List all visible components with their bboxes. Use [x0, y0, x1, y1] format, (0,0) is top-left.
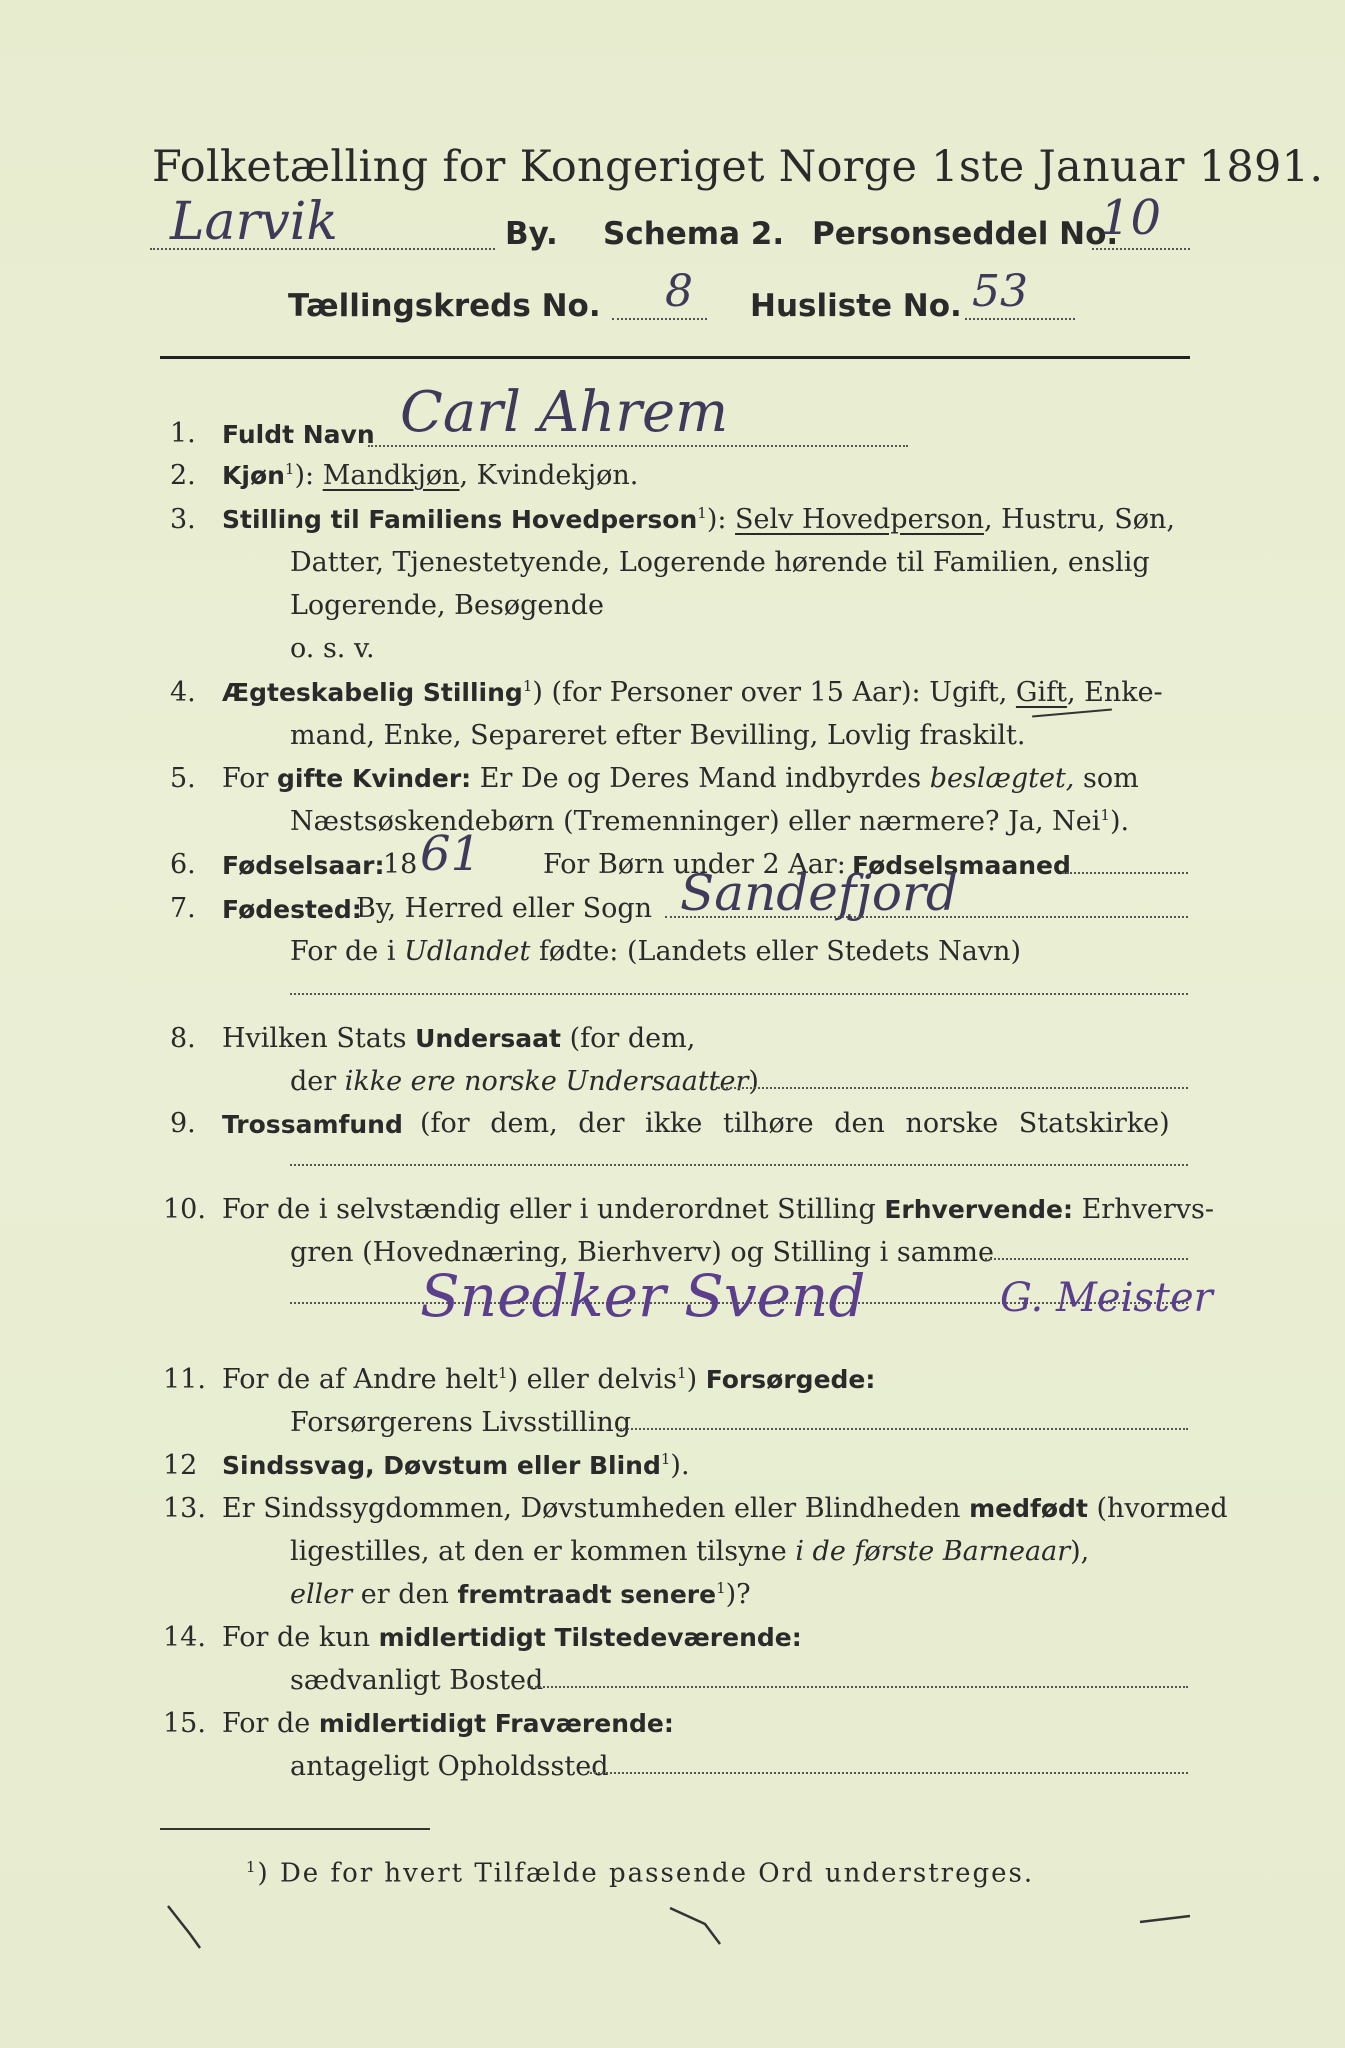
- personseddel-number: 10: [1100, 190, 1162, 246]
- item-number: 12: [163, 1450, 198, 1481]
- kreds-number: 8: [665, 266, 693, 317]
- item-number: 6.: [170, 849, 196, 880]
- item-text: o. s. v.: [290, 633, 375, 664]
- header-rule: [160, 356, 1190, 359]
- occupation-answer: Snedker Svend: [420, 1262, 866, 1330]
- item-15-line-1: [222, 1708, 674, 1739]
- item-text: (for Personer over 15 Aar): Ugift,: [551, 677, 1016, 708]
- item-5-line-1: [222, 763, 1139, 794]
- item-label: Fødselsmaaned: [852, 851, 1071, 880]
- by-label: By.: [505, 216, 558, 252]
- pen-stroke: [1032, 709, 1112, 718]
- item-2-line: Kjøn$^1$): Mandkjøn, Kvindekjøn.: [222, 460, 639, 491]
- personseddel-dotted-line: [1092, 248, 1190, 250]
- item-text: ).: [1109, 806, 1130, 837]
- item-3-line-1: Stilling til Familiens Hovedperson$^1$): Selv Hovedperson, Hustru, Søn,: [222, 504, 1175, 535]
- item-text: Er De og Deres Mand indbyrdes: [471, 763, 930, 794]
- item-number: 8.: [170, 1023, 196, 1054]
- item-14-line-1: [222, 1622, 802, 1653]
- item-label: midlertidigt Tilstedeværende:: [378, 1623, 802, 1652]
- birth-year-answer: 61: [420, 826, 482, 882]
- dotted-line: [620, 1428, 1188, 1430]
- item-text: fødte: (Landets eller Stedets Navn): [530, 936, 1021, 967]
- item-text: For Børn under 2 Aar:: [543, 849, 846, 880]
- item-text: som: [1074, 763, 1139, 794]
- item-11-line-1: [222, 1364, 875, 1395]
- underlined-option: Gift: [1015, 677, 1067, 708]
- footnote: [246, 1858, 1034, 1889]
- item-text: For: [222, 763, 278, 794]
- item-text: eller: [290, 1579, 353, 1610]
- item-text: For de i selvstændig eller i underordnet Stilling: [222, 1194, 885, 1225]
- item-text: For de: [222, 1708, 319, 1739]
- name-dotted-line: [368, 445, 908, 447]
- item-label: Undersaat: [415, 1024, 561, 1053]
- item-label: medfødt: [969, 1494, 1088, 1523]
- item-number: 5.: [170, 763, 196, 794]
- occupation-answer-note: G. Meister: [1000, 1275, 1213, 1321]
- item-8-line-2: [290, 1066, 759, 1097]
- footnote-ref: 1: [498, 1364, 508, 1382]
- item-label: Sindssvag, Døvstum eller Blind: [222, 1451, 661, 1480]
- item-label: Kjøn: [222, 461, 285, 490]
- birthplace-answer: Sandefjord: [680, 864, 958, 922]
- underlined-option: Mandkjøn: [322, 460, 460, 491]
- footnote-text: ) De for hvert Tilfælde passende Ord understreges.: [257, 1858, 1035, 1889]
- item-number: 11.: [163, 1364, 206, 1395]
- item-number: 10.: [163, 1194, 206, 1225]
- dotted-line: [528, 1686, 1188, 1688]
- item-text: mand, Enke, Separeret efter Bevilling, Lovlig fraskilt.: [290, 720, 1026, 751]
- item-text: ).: [670, 1450, 690, 1481]
- item-label: Trossamfund: [222, 1110, 403, 1139]
- item-text: i de første Barneaar: [795, 1536, 1071, 1567]
- item-text: Er Sindssygdommen, Døvstumheden eller Blindheden: [222, 1493, 970, 1524]
- item-13-line-1: [222, 1493, 1228, 1524]
- item-text: Udlandet: [404, 936, 531, 967]
- footnote-ref: 1: [716, 1579, 726, 1597]
- item-text: Logerende, Besøgende: [290, 590, 604, 621]
- schema-label: Schema 2.: [603, 216, 785, 252]
- item-text: antageligt Opholdssted: [290, 1751, 609, 1782]
- item-text: Datter, Tjenestetyende, Logerende hørende til Familien, enslig: [290, 547, 1150, 578]
- footnote-ref: 1: [697, 504, 707, 522]
- item-text: For de kun: [222, 1622, 379, 1653]
- footnote-ref: 1: [284, 460, 295, 478]
- form-title: Folketælling for Kongeriget Norge 1ste Januar 1891.: [152, 142, 1324, 192]
- item-text: (for dem, der ikke tilhøre den norske Statskirke): [420, 1108, 1170, 1139]
- dotted-line: [290, 993, 1188, 995]
- footnote-ref: 1: [1100, 806, 1110, 824]
- item-text: ligestilles, at den er kommen tilsyne: [290, 1536, 796, 1567]
- underlined-option: Selv Hovedperson: [735, 504, 984, 535]
- item-12-line: [222, 1450, 690, 1481]
- item-text: , Enke-: [1066, 677, 1163, 708]
- item-number: 13.: [163, 1493, 206, 1524]
- item-label: Fødselsaar:: [222, 851, 385, 880]
- item-10-line-1: [222, 1194, 1214, 1225]
- item-label: fremtraadt senere: [457, 1580, 717, 1609]
- dotted-line: [590, 1772, 1188, 1774]
- item-text: der: [290, 1066, 345, 1097]
- item-number: 9.: [170, 1108, 196, 1139]
- item-text: ) eller delvis: [507, 1364, 678, 1395]
- item-text: Forsørgerens Livsstilling: [290, 1407, 632, 1438]
- item-text: (for dem,: [560, 1023, 696, 1054]
- item-label: Fødested:: [222, 895, 362, 924]
- item-text: Næstsøskendebørn (Tremenninger) eller nærmere? Ja, Nei: [290, 806, 1101, 837]
- item-text: er den: [352, 1579, 458, 1610]
- item-number: 1.: [170, 418, 196, 449]
- item-8-line-1: [222, 1023, 695, 1054]
- item-number: 7.: [170, 893, 196, 924]
- city-dotted-line: [150, 248, 495, 250]
- item-number: 14.: [163, 1622, 206, 1653]
- city-handwritten: Larvik: [170, 192, 338, 252]
- item-13-line-2: [290, 1536, 1089, 1567]
- dotted-line: [985, 1258, 1188, 1260]
- item-text: ): [686, 1364, 706, 1395]
- footnote-ref: 1: [660, 1450, 671, 1468]
- item-text: (hvormed: [1087, 1493, 1228, 1524]
- item-text: ),: [1070, 1536, 1090, 1567]
- year-prefix: 18: [383, 849, 418, 880]
- footnote-ref: 1: [246, 1858, 258, 1876]
- item-number: 4.: [170, 677, 196, 708]
- item-number: 15.: [163, 1708, 206, 1739]
- item-label: Stilling til Familiens Hovedperson: [222, 505, 698, 534]
- item-text: gren (Hovednæring, Bierhverv) og Stilling i samme: [290, 1237, 995, 1268]
- dotted-line: [665, 916, 1188, 918]
- item-label: Forsørgede:: [705, 1365, 876, 1394]
- stray-pen-marks: [160, 1896, 1200, 1966]
- footnote-ref: 1: [677, 1364, 687, 1382]
- item-label: Ægteskabelig Stilling: [222, 678, 523, 707]
- footnote-ref: 1: [522, 677, 533, 695]
- item-5-line-2: [290, 806, 1129, 837]
- item-text: sædvanligt Bosted: [290, 1665, 544, 1696]
- name-answer: Carl Ahrem: [400, 380, 729, 445]
- item-13-line-3: [290, 1579, 751, 1610]
- item-text: )?: [725, 1579, 751, 1610]
- item-number: 2.: [170, 460, 196, 491]
- personseddel-label: Personseddel No.: [812, 216, 1119, 252]
- item-label: Erhvervende:: [884, 1195, 1074, 1224]
- item-text: ): [748, 1066, 759, 1097]
- kreds-label: Tællingskreds No.: [288, 288, 601, 324]
- item-7-line-2: [290, 936, 1021, 967]
- item-text: , Kvindekjøn.: [459, 460, 639, 491]
- husliste-number: 53: [972, 266, 1028, 317]
- kreds-dotted-line: [612, 318, 707, 320]
- item-text: Hvilken Stats: [222, 1023, 416, 1054]
- item-text: Erhvervs-: [1073, 1194, 1214, 1225]
- item-text: ikke ere norske Undersaatter: [344, 1066, 749, 1097]
- footnote-rule: [160, 1828, 430, 1830]
- dotted-line: [1062, 872, 1188, 874]
- item-label: gifte Kvinder:: [277, 764, 472, 793]
- item-text: For de i: [290, 936, 405, 967]
- husliste-dotted-line: [965, 318, 1075, 320]
- item-text: For de af Andre helt: [222, 1364, 499, 1395]
- item-4-line-1: Ægteskabelig Stilling$^1$) (for Personer over 15 Aar): Ugift, Gift, Enke-: [222, 677, 1163, 708]
- husliste-label: Husliste No.: [750, 288, 962, 324]
- item-label: Fuldt Navn: [222, 420, 375, 449]
- item-text: By, Herred eller Sogn: [356, 893, 652, 924]
- item-number: 3.: [170, 504, 196, 535]
- dotted-line: [718, 1087, 1188, 1089]
- item-text: , Hustru, Søn,: [983, 504, 1175, 535]
- item-label: midlertidigt Fraværende:: [318, 1709, 674, 1738]
- item-text: beslægtet,: [929, 763, 1075, 794]
- dotted-line: [290, 1164, 1188, 1166]
